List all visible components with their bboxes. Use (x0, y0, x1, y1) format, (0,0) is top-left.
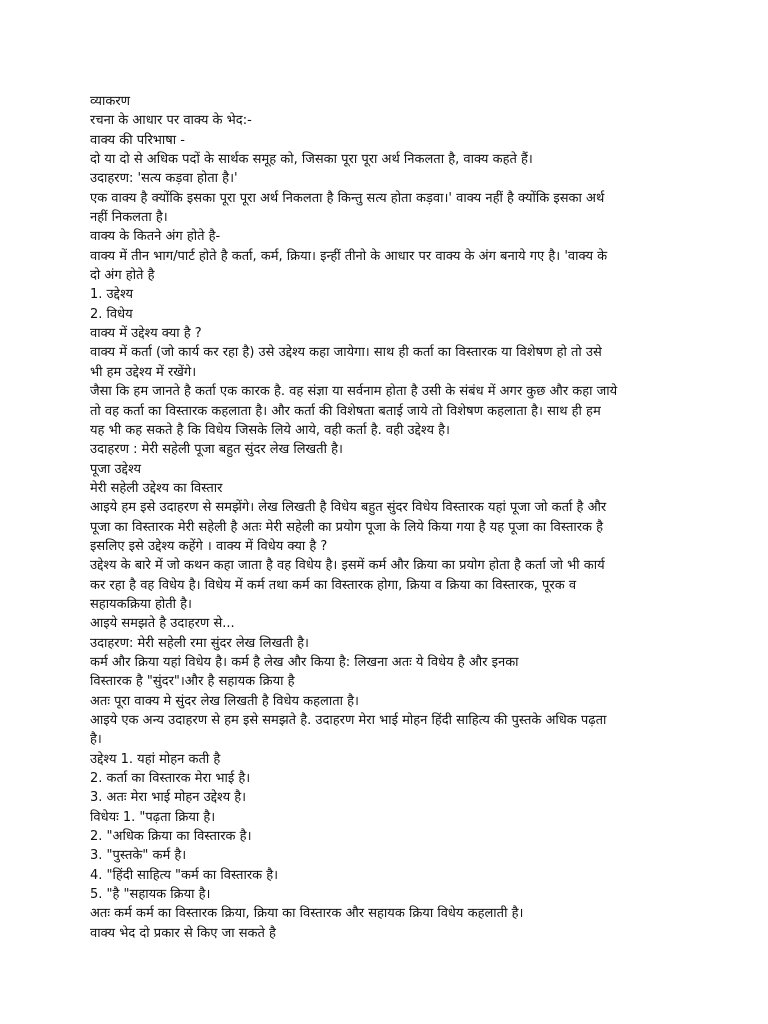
subheading: वाक्य की परिभाषा - (90, 132, 185, 148)
list-item: 4. "हिंदी साहित्य "कर्म का विस्तारक है। (90, 867, 279, 883)
text-line: कर्म और क्रिया यहां विधेय है। कर्म है लेख और किया है: लिखना अतः ये विधेय है और इनका (90, 654, 519, 670)
text-line: कर रहा है वह विधेय है। विधेय में कर्म तथा कर्म का विस्तारक होगा, क्रिया व क्रिया का विस्तारक, पूरक व (90, 577, 577, 593)
text-line: आइये हम इसे उदाहरण से समझेंगे। लेख लिखती है विधेय बहुत सुंदर विधेय विस्तारक यहां पूजा जो कर्ता है और (90, 500, 607, 516)
text-line: आइये समझते है उदाहरण से... (90, 616, 235, 632)
text-line: पूजा उद्देश्य (90, 461, 142, 477)
list-item: 1. उद्देश्य (90, 287, 134, 303)
list-item: 2. कर्ता का विस्तारक मेरा भाई है। (90, 771, 251, 787)
list-item: 2. विधेय (90, 306, 133, 322)
example-line: उदाहरण: 'सत्य कड़वा होता है।' (90, 171, 238, 187)
text-line: वाक्य भेद दो प्रकार से किए जा सकते है (90, 925, 276, 941)
text-line: आइये एक अन्य उदाहरण से हम इसे समझते है. उदाहरण मेरा भाई मोहन हिंदी साहित्य की पुस्तके अधिक पढ़ता (90, 713, 607, 728)
text-line: जैसा कि हम जानते है कर्ता एक कारक है. वह संज्ञा या सर्वनाम होता है उसी के संबंध में अगर कुछ और कहा जाये (90, 384, 618, 400)
section-heading: रचना के आधार पर वाक्य के भेद:- (90, 113, 252, 129)
text-line: भी हम उद्देश्य में रखेंगे। (90, 364, 197, 380)
list-item: उद्देश्य 1. यहां मोहन कती है (90, 751, 221, 767)
subheading: वाक्य के कितने अंग होते है- (90, 229, 221, 245)
text-line: इसलिए इसे उद्देश्य कहेंगे । वाक्य में विधेय क्या है ? (90, 538, 328, 554)
subheading: वाक्य में उद्देश्य क्या है ? (90, 326, 202, 342)
example-line: उदाहरण : मेरी सहेली पूजा बहुत सुंदर लेख लिखती है। (90, 442, 343, 458)
text-line: वाक्य में तीन भाग/पार्ट होते है कर्ता, कर्म, क्रिया। इन्हीं तीनो के आधार पर वाक्य के अंग बनाये गए है। 'वाक्य के (90, 248, 608, 264)
list-item: विधेयः 1. "पढ़ता क्रिया है। (90, 809, 216, 825)
text-line: पूजा का विस्तारक मेरी सहेली है अतः मेरी सहेली का प्रयोग पूजा के लिये किया गया है यह पूजा का विस्तारक है (90, 519, 604, 535)
text-line: विस्तारक है "सुंदर"।और है सहायक क्रिया है (90, 674, 295, 690)
list-item: 5. "है "सहायक क्रिया है। (90, 887, 211, 903)
document-title: व्याकरण (90, 94, 131, 109)
example-line: उदाहरण: मेरी सहेली रमा सुंदर लेख लिखती है। (90, 635, 309, 651)
text-line: वाक्य में कर्ता (जो कार्य कर रहा है) उसे उद्देश्य कहा जायेगा। साथ ही कर्ता का विस्तारक या विशेषण हो तो उसे (90, 345, 602, 361)
list-item: 3. अतः मेरा भाई मोहन उद्देश्य है। (90, 790, 247, 806)
text-line: नहीं निकलता है। (90, 210, 168, 226)
text-line: उद्देश्य के बारे में जो कथन कहा जाता है वह विधेय है। इसमें कर्म और क्रिया का प्रयोग होता है कर्ता जो भी कार्य (90, 558, 605, 574)
text-line: अतः कर्म कर्म का विस्तारक क्रिया, क्रिया का विस्तारक और सहायक क्रिया विधेय कहलाती है। (90, 906, 524, 922)
text-line: दो या दो से अधिक पदों के सार्थक समूह को, जिसका पूरा पूरा अर्थ निकलता है, वाक्य कहते हैं। (90, 152, 533, 168)
text-line: है। (90, 732, 102, 748)
list-item: 2. "अधिक क्रिया का विस्तारक है। (90, 829, 252, 845)
text-line: सहायकक्रिया होती है। (90, 596, 192, 612)
text-line: दो अंग होते है (90, 268, 155, 284)
text-line: अतः पूरा वाक्य मे सुंदर लेख लिखती है विधेय कहलाता है। (90, 693, 359, 709)
text-line: एक वाक्य है क्योंकि इसका पूरा पूरा अर्थ निकलता है किन्तु सत्य होता कड़वा।' वाक्य नहीं है क्योंकि इसका अर्थ (90, 190, 605, 206)
list-item: 3. "पुस्तके" कर्म है। (90, 848, 187, 864)
text-line: यह भी कह सकते है कि विधेय जिसके लिये आये, वही कर्ता है. वही उद्देश्य है। (90, 422, 450, 438)
text-line: मेरी सहेली उद्देश्य का विस्तार (90, 480, 223, 496)
document-body (90, 92, 686, 943)
text-line: तो वह कर्ता का विस्तारक कहलाता है। और कर्ता की विशेषता बताई जाये तो विशेषण कहलाता है। साथ ही हम (90, 403, 601, 419)
